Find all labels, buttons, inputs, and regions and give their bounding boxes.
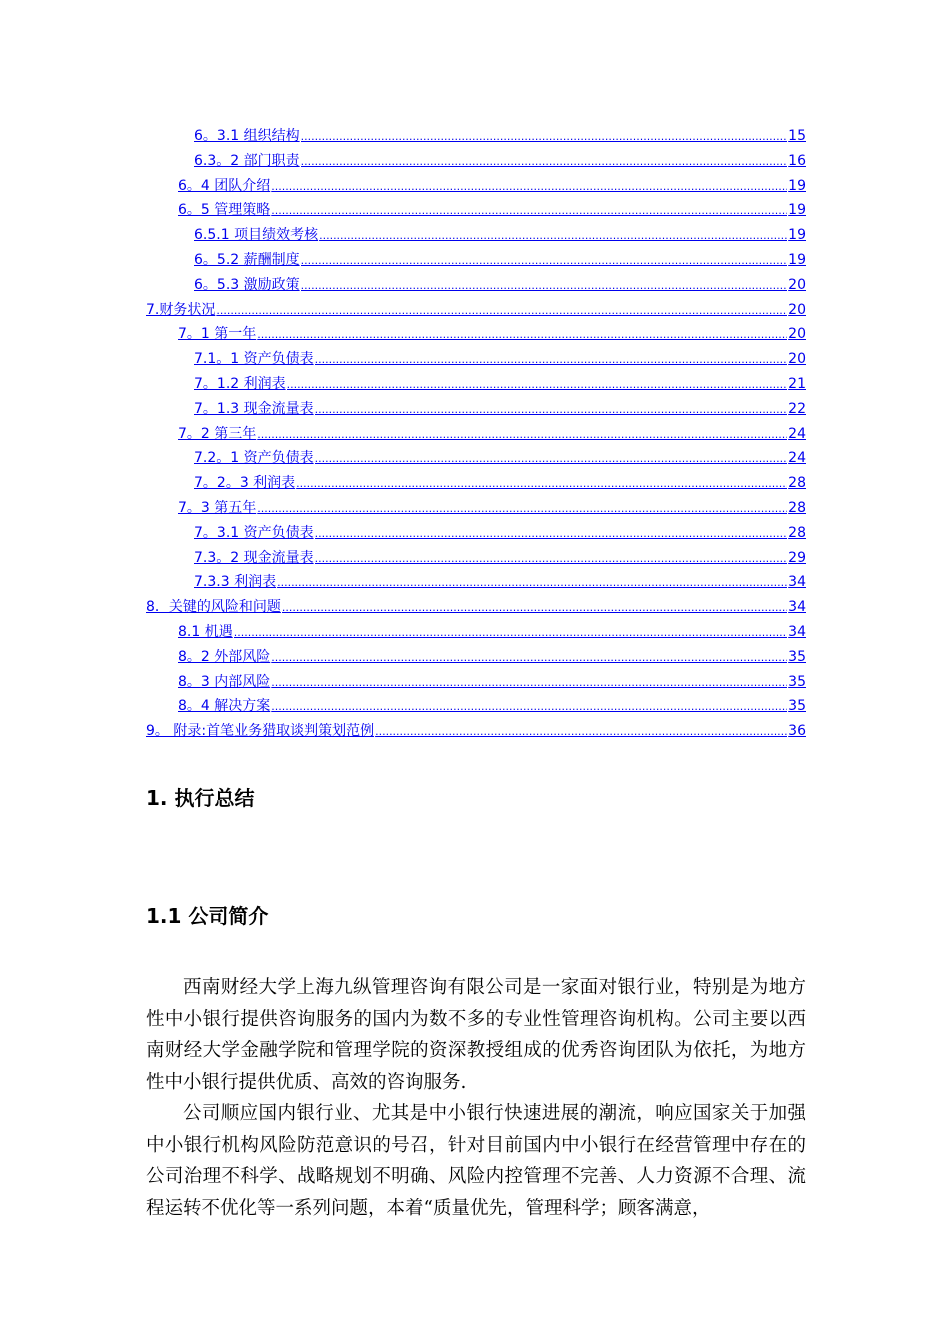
toc-entry-page: 20 xyxy=(788,301,806,318)
toc-entry[interactable] xyxy=(146,175,806,200)
toc-leader-dots xyxy=(271,178,787,194)
toc-entry-page: 19 xyxy=(788,202,806,219)
toc-entry-title: 6。4 团队介绍 xyxy=(178,177,271,194)
toc-leader-dots xyxy=(315,525,788,541)
toc-entry[interactable] xyxy=(146,323,806,348)
toc-entry-page: 19 xyxy=(788,251,806,268)
toc-leader-dots xyxy=(296,475,787,491)
toc-entry[interactable] xyxy=(146,274,806,299)
toc-entry-page: 16 xyxy=(788,152,806,169)
toc-entry-page: 35 xyxy=(788,698,806,715)
toc-entry-page: 36 xyxy=(788,723,806,740)
toc-leader-dots xyxy=(319,227,787,243)
toc-entry[interactable] xyxy=(146,571,806,596)
toc-entry-page: 35 xyxy=(788,673,806,690)
toc-entry-title: 7。3.1 资产负债表 xyxy=(194,524,314,541)
toc-entry[interactable] xyxy=(146,125,806,150)
toc-leader-dots xyxy=(301,153,788,169)
toc-entry-page: 34 xyxy=(788,599,806,616)
toc-leader-dots xyxy=(287,376,788,392)
paragraph: 公司顺应国内银行业、尤其是中小银行快速进展的潮流，响应国家关于加强中小银行机构风险防范意识的号召，针对目前国内中小银行在经营管理中存在的公司治理不科学、战略规划不明确、风险内控管理不完善、人力资源不合理、流程运转不优化等一系列问题，本着“质量优先，管理科学；顾客满意， xyxy=(146,1103,806,1219)
toc-entry-page: 19 xyxy=(788,227,806,244)
toc-entry-title: 6。5 管理策略 xyxy=(178,202,271,219)
toc-leader-dots xyxy=(315,550,788,566)
toc-entry-page: 20 xyxy=(788,326,806,343)
toc-entry[interactable] xyxy=(146,199,806,224)
toc-entry-page: 29 xyxy=(788,549,806,566)
toc-leader-dots xyxy=(216,302,787,318)
toc-entry[interactable] xyxy=(146,447,806,472)
toc-entry-title: 6.3。2 部门职责 xyxy=(194,152,300,169)
toc-entry[interactable] xyxy=(146,423,806,448)
toc-entry-title: 7.3.3 利润表 xyxy=(194,574,277,591)
toc-entry-title: 7。1 第一年 xyxy=(178,326,257,343)
toc-entry-title: 7。1.3 现金流量表 xyxy=(194,400,314,417)
toc-entry-title: 8。3 内部风险 xyxy=(178,673,271,690)
toc-leader-dots xyxy=(375,723,787,739)
toc-entry-title: 7。1.2 利润表 xyxy=(194,375,286,392)
toc-entry[interactable] xyxy=(146,720,806,745)
toc-entry-page: 28 xyxy=(788,499,806,516)
toc-entry-title: 7.财务状况 xyxy=(146,301,216,318)
toc-entry-page: 19 xyxy=(788,177,806,194)
toc-leader-dots xyxy=(271,698,787,714)
toc-entry-title: 6。3.1 组织结构 xyxy=(194,128,300,144)
toc-entry-page: 15 xyxy=(788,128,806,144)
toc-leader-dots xyxy=(271,674,787,690)
toc-entry-title: 7.3。2 现金流量表 xyxy=(194,549,314,566)
toc-entry-title: 8。2 外部风险 xyxy=(178,648,271,665)
toc-entry-page: 35 xyxy=(788,648,806,665)
toc-entry-title: 8。4 解决方案 xyxy=(178,698,271,715)
toc-leader-dots xyxy=(301,277,788,293)
toc-entry-page: 24 xyxy=(788,450,806,467)
toc-entry[interactable] xyxy=(146,671,806,696)
toc-leader-dots xyxy=(315,450,788,466)
toc-entry[interactable] xyxy=(146,646,806,671)
toc-leader-dots xyxy=(301,252,788,268)
toc-entry-page: 22 xyxy=(788,400,806,417)
toc-leader-dots xyxy=(315,351,788,367)
toc-leader-dots xyxy=(315,401,788,417)
toc-leader-dots xyxy=(271,202,787,218)
toc-entry-title: 9。 附录:首笔业务猎取谈判策划范例 xyxy=(146,723,375,740)
toc-entry[interactable] xyxy=(146,348,806,373)
toc-entry-title: 7.2。1 资产负债表 xyxy=(194,450,314,467)
toc-entry-page: 28 xyxy=(788,475,806,492)
toc-entry-title: 7.1。1 资产负债表 xyxy=(194,351,314,368)
toc-entry-page: 21 xyxy=(788,375,806,392)
paragraph: 西南财经大学上海九纵管理咨询有限公司是一家面对银行业，特别是为地方性中小银行提供咨询服务的国内为数不多的专业性管理咨询机构。公司主要以西南财经大学金融学院和管理学院的资深教授组成的优秀咨询团队为依托，为地方性中小银行提供优质、高效的咨询服务. xyxy=(146,977,806,1093)
toc-entry[interactable] xyxy=(146,299,806,324)
toc-leader-dots xyxy=(257,326,787,342)
company-profile-body xyxy=(146,972,806,1224)
toc-entry[interactable] xyxy=(146,497,806,522)
toc-leader-dots xyxy=(271,649,787,665)
toc-entry-page: 20 xyxy=(788,351,806,368)
toc-entry-title: 7。2 第三年 xyxy=(178,425,257,442)
section-heading-executive-summary: 1. 执行总结 xyxy=(146,786,255,810)
toc-entry-title: 7。3 第五年 xyxy=(178,499,257,516)
toc-entry[interactable] xyxy=(146,249,806,274)
toc-entry-title: 6.5.1 项目绩效考核 xyxy=(194,227,319,244)
toc-entry-title: 8．关键的风险和问题 xyxy=(146,599,281,616)
toc-entry[interactable] xyxy=(146,621,806,646)
toc-entry[interactable] xyxy=(146,695,806,720)
toc-leader-dots xyxy=(234,624,787,640)
toc-entry-page: 28 xyxy=(788,524,806,541)
toc-entry-page: 34 xyxy=(788,623,806,640)
toc-entry[interactable] xyxy=(146,522,806,547)
toc-leader-dots xyxy=(257,426,787,442)
section-heading-company-profile: 1.1 公司简介 xyxy=(146,904,269,928)
toc-leader-dots xyxy=(257,500,787,516)
toc-entry[interactable] xyxy=(146,596,806,621)
table-of-contents xyxy=(146,125,806,745)
toc-entry[interactable] xyxy=(146,398,806,423)
toc-entry-page: 24 xyxy=(788,425,806,442)
toc-leader-dots xyxy=(282,599,787,615)
toc-entry-title: 7。2。3 利润表 xyxy=(194,475,296,492)
toc-entry[interactable] xyxy=(146,224,806,249)
toc-leader-dots xyxy=(301,128,788,144)
toc-entry-title: 6。5.3 激励政策 xyxy=(194,276,300,293)
toc-entry-page: 34 xyxy=(788,574,806,591)
toc-entry[interactable] xyxy=(146,547,806,572)
toc-entry[interactable] xyxy=(146,373,806,398)
toc-entry[interactable] xyxy=(146,150,806,175)
toc-leader-dots xyxy=(277,574,787,590)
toc-entry-title: 6。5.2 薪酬制度 xyxy=(194,251,300,268)
toc-entry-page: 20 xyxy=(788,276,806,293)
toc-entry-title: 8.1 机遇 xyxy=(178,623,233,640)
toc-entry[interactable] xyxy=(146,472,806,497)
